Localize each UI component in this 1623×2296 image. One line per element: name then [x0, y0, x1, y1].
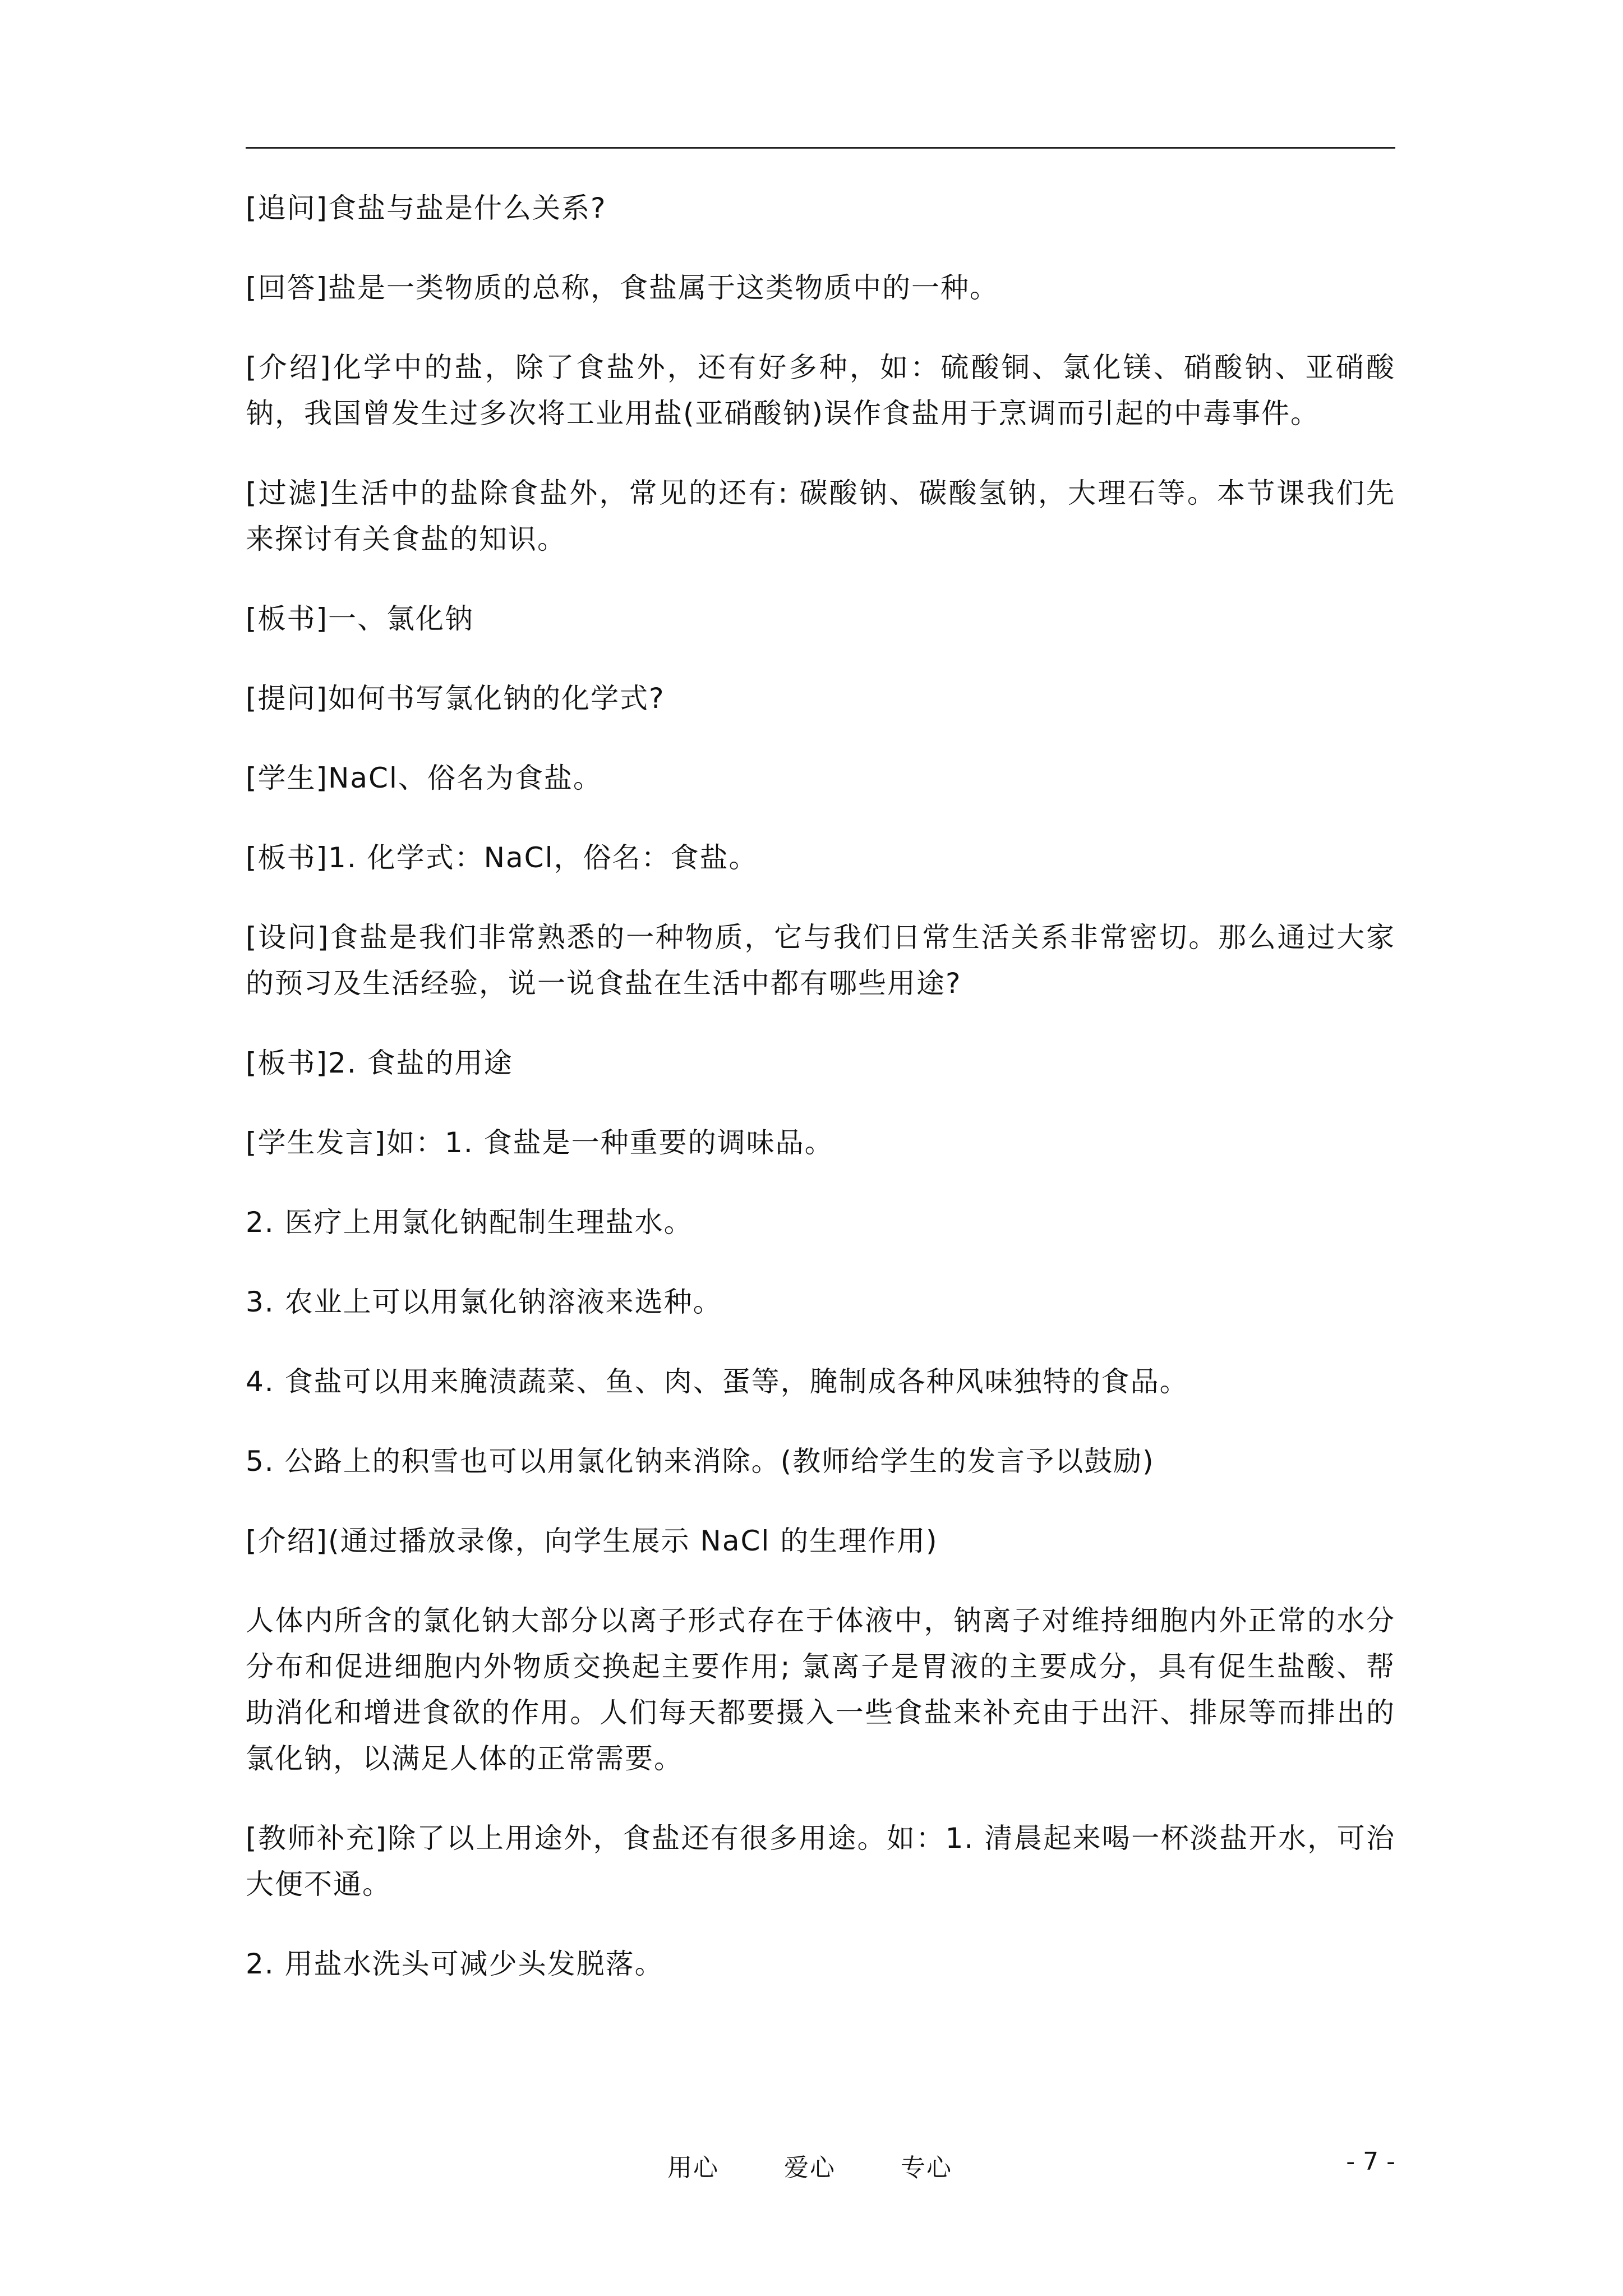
paragraph: [提问]如何书写氯化钠的化学式? [246, 682, 665, 715]
paragraph: [过滤]生活中的盐除食盐外，常见的还有: 碳酸钠、碳酸氢钠，大理石等。本节课我们先来探讨有关食盐的知识。 [246, 477, 1395, 555]
document-body [246, 185, 1395, 2021]
paragraph: [介绍]化学中的盐，除了食盐外，还有好多种，如：硫酸铜、氯化镁、硝酸钠、亚硝酸钠，我国曾发生过多次将工业用盐(亚硝酸钠)误作食盐用于烹调而引起的中毒事件。 [246, 351, 1395, 430]
page-number: - 7 - [1346, 2147, 1395, 2176]
paragraph: 人体内所含的氯化钠大部分以离子形式存在于体液中，钠离子对维持细胞内外正常的水分分布和促进细胞内外物质交换起主要作用; 氯离子是胃液的主要成分，具有促生盐酸、帮助消化和增进食欲的作用。人们每天都要摄入一些食盐来补充由于出汗、排尿等而排出的氯化钠，以满足人体的正常需要。 [246, 1604, 1395, 1775]
footer-motto-word: 爱心 [784, 2154, 836, 2182]
paragraph: 5. 公路上的积雪也可以用氯化钠来消除。(教师给学生的发言予以鼓励) [246, 1445, 1155, 1478]
paragraph: 2. 医疗上用氯化钠配制生理盐水。 [246, 1206, 693, 1239]
paragraph: [学生]NaCl、俗名为食盐。 [246, 762, 602, 794]
paragraph: [学生发言]如：1. 食盐是一种重要的调味品。 [246, 1126, 834, 1159]
paragraph: 2. 用盐水洗头可减少头发脱落。 [246, 1948, 664, 1980]
paragraph: 4. 食盐可以用来腌渍蔬菜、鱼、肉、蛋等，腌制成各种风味独特的食品。 [246, 1365, 1189, 1398]
paragraph: [板书]一、氯化钠 [246, 602, 474, 635]
paragraph: [追问]食盐与盐是什么关系? [246, 192, 607, 224]
footer-motto [667, 2147, 952, 2183]
paragraph: [板书]2. 食盐的用途 [246, 1047, 513, 1079]
paragraph: [板书]1. 化学式：NaCl，俗名：食盐。 [246, 841, 758, 874]
paragraph: [介绍](通过播放录像，向学生展示 NaCl 的生理作用) [246, 1525, 938, 1557]
paragraph: [设问]食盐是我们非常熟悉的一种物质，它与我们日常生活关系非常密切。那么通过大家的预习及生活经验，说一说食盐在生活中都有哪些用途? [246, 921, 1395, 1000]
paragraph: 3. 农业上可以用氯化钠溶液来选种。 [246, 1286, 722, 1318]
footer-motto-word: 专心 [901, 2154, 952, 2182]
header-rule [246, 147, 1395, 149]
footer-motto-word: 用心 [667, 2154, 719, 2182]
paragraph: [教师补充]除了以上用途外，食盐还有很多用途。如：1. 清晨起来喝一杯淡盐开水，可治大便不通。 [246, 1822, 1395, 1901]
paragraph: [回答]盐是一类物质的总称，食盐属于这类物质中的一种。 [246, 272, 999, 304]
page-footer [0, 2147, 1623, 2181]
